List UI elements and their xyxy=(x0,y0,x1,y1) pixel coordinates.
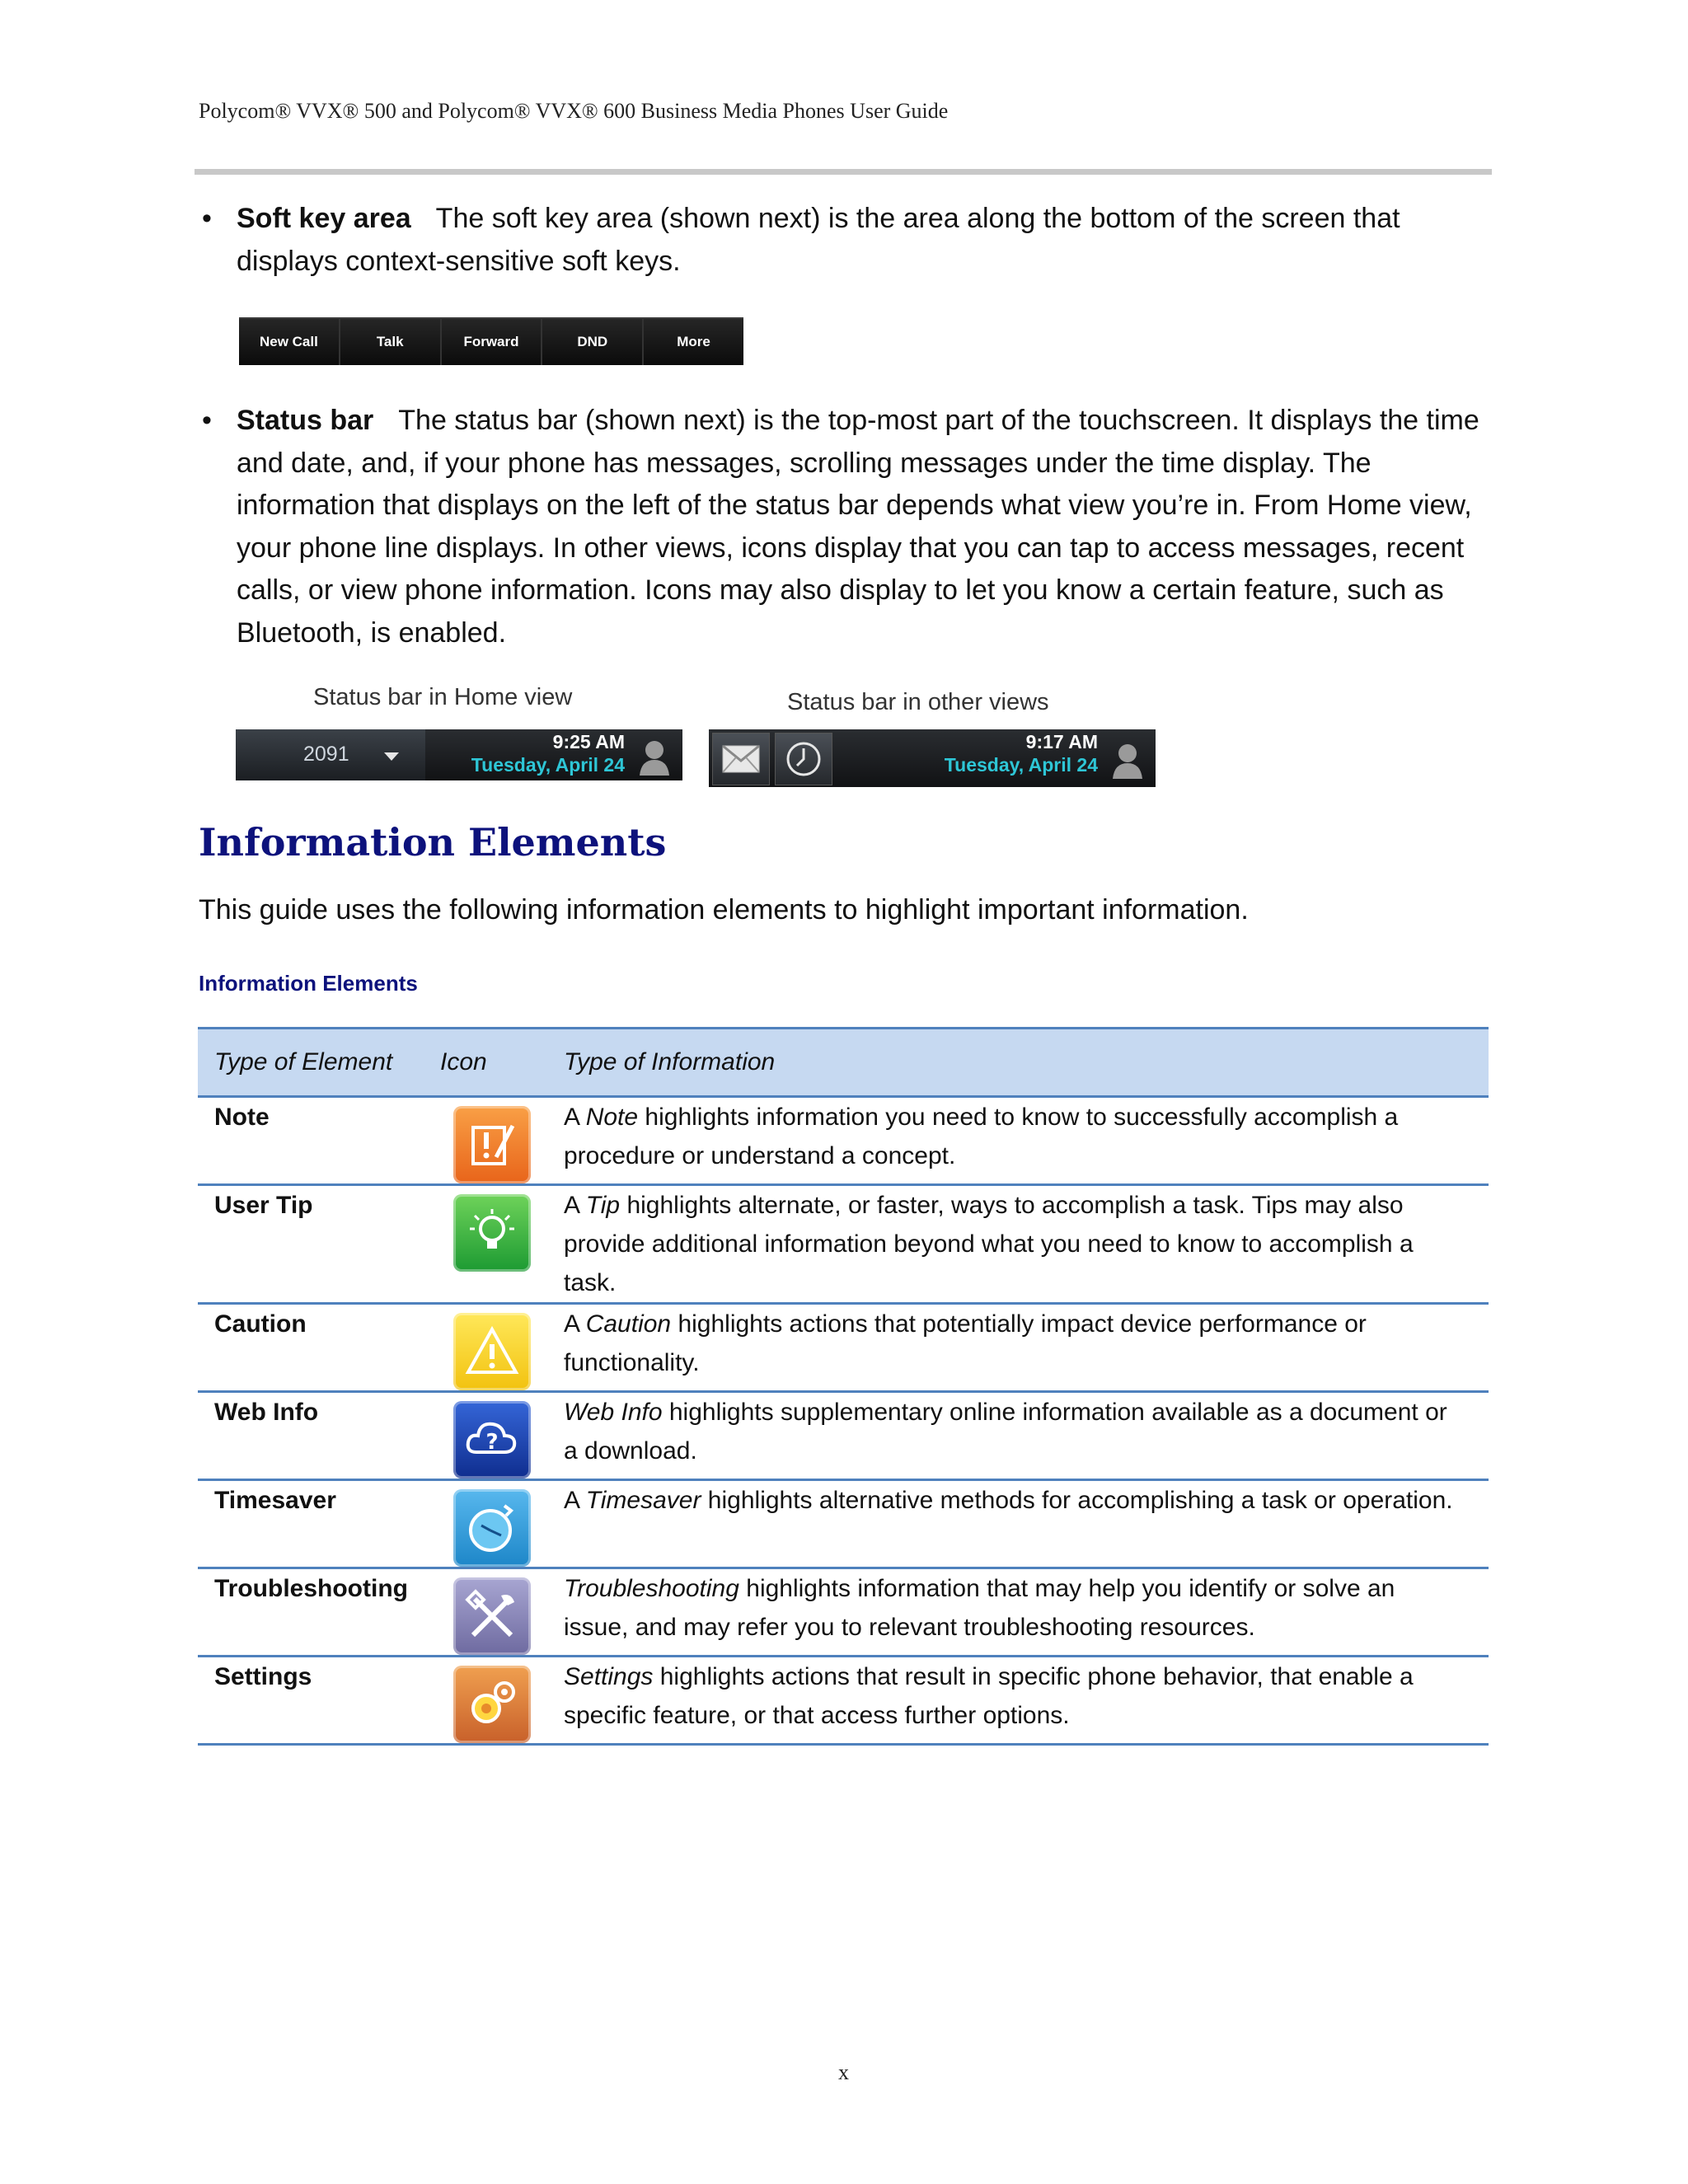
table-caption: Information Elements xyxy=(199,971,418,996)
header-type-of-element: Type of Element xyxy=(198,1029,440,1097)
table-row xyxy=(198,1304,1489,1392)
section-intro: This guide uses the following information elements to highlight important information. xyxy=(199,894,1249,926)
status-date: Tuesday, April 24 xyxy=(471,754,625,776)
element-name: Caution xyxy=(198,1304,440,1392)
table-row xyxy=(198,1097,1489,1185)
warning-icon xyxy=(453,1313,531,1390)
element-description: Web Info highlights supplementary online information available as a document or a download. xyxy=(564,1392,1489,1480)
softkey-forward[interactable]: Forward xyxy=(442,319,543,365)
status-other-caption: Status bar in other views xyxy=(787,689,1049,715)
element-name: Troubleshooting xyxy=(198,1568,440,1657)
element-description: Troubleshooting highlights information that may help you identify or solve an issue, and may refer you to relevant troubleshooting resources. xyxy=(564,1568,1489,1657)
table-row xyxy=(198,1185,1489,1304)
status-bar-other xyxy=(709,729,1156,787)
table-row xyxy=(198,1657,1489,1745)
chevron-down-icon xyxy=(384,752,399,761)
soft-key-area-item xyxy=(202,198,1496,283)
status-time: 9:25 AM xyxy=(552,731,625,752)
running-header: Polycom® VVX® 500 and Polycom® VVX® 600 Business Media Phones User Guide xyxy=(199,99,949,123)
clock-icon xyxy=(785,740,823,778)
element-description: A Tip highlights alternate, or faster, ways to accomplish a task. Tips may also provide additional information beyond what you need to know to accomplish a task. xyxy=(564,1185,1489,1304)
status-time: 9:17 AM xyxy=(1025,731,1098,752)
bullet: • xyxy=(202,405,212,436)
page-number: x xyxy=(838,2060,849,2084)
softkey-talk[interactable]: Talk xyxy=(340,319,442,365)
user-icon[interactable] xyxy=(1111,741,1144,779)
bullet: • xyxy=(202,203,212,234)
element-name: User Tip xyxy=(198,1185,440,1304)
status-date: Tuesday, April 24 xyxy=(944,754,1098,776)
header-rule xyxy=(195,169,1492,175)
envelope-icon xyxy=(721,744,761,774)
table-row xyxy=(198,1392,1489,1480)
recent-calls-button[interactable] xyxy=(775,733,832,785)
status-bar-item xyxy=(202,400,1496,655)
bullet-text xyxy=(237,198,1496,283)
softkey-dnd[interactable]: DND xyxy=(542,319,644,365)
element-description: A Caution highlights actions that potentially impact device performance or functionality. xyxy=(564,1304,1489,1392)
note-icon xyxy=(453,1106,531,1183)
header-type-of-information: Type of Information xyxy=(564,1029,1489,1097)
status-home-caption: Status bar in Home view xyxy=(313,684,573,710)
element-name: Timesaver xyxy=(198,1480,440,1568)
softkey-more[interactable]: More xyxy=(644,319,743,365)
term-soft-key-area: Soft key area xyxy=(237,203,411,234)
element-description: A Timesaver highlights alternative methods for accomplishing a task or operation. xyxy=(564,1480,1489,1568)
tools-icon xyxy=(453,1577,531,1655)
user-icon[interactable] xyxy=(638,738,671,776)
element-description: A Note highlights information you need to know to successfully accomplish a procedure or understand a concept. xyxy=(564,1097,1489,1185)
softkey-new-call[interactable]: New Call xyxy=(239,319,340,365)
cloud-question-icon xyxy=(453,1401,531,1479)
stopwatch-icon xyxy=(453,1489,531,1567)
table-row xyxy=(198,1568,1489,1657)
table-row xyxy=(198,1480,1489,1568)
line-number: 2091 xyxy=(303,743,349,766)
header-icon: Icon xyxy=(440,1029,564,1097)
soft-key-bar xyxy=(239,317,743,365)
bullet-text xyxy=(237,400,1496,655)
element-name: Settings xyxy=(198,1657,440,1745)
section-title: Information Elements xyxy=(199,820,667,865)
svg-text:?: ? xyxy=(485,1430,499,1455)
messages-button[interactable] xyxy=(712,733,770,785)
element-name: Web Info xyxy=(198,1392,440,1480)
status-bar-home xyxy=(236,729,682,780)
element-name: Note xyxy=(198,1097,440,1185)
table-header-row xyxy=(198,1029,1489,1097)
phone-line-selector[interactable] xyxy=(236,729,425,780)
term-status-bar: Status bar xyxy=(237,405,374,436)
element-description: Settings highlights actions that result in specific phone behavior, that enable a specific feature, or that access further options. xyxy=(564,1657,1489,1745)
lightbulb-icon xyxy=(453,1194,531,1272)
information-elements-table xyxy=(198,1027,1489,1746)
status-bar-description: The status bar (shown next) is the top-most part of the touchscreen. It displays the time and date, and, if your phone has messages, scrolling messages under the time display. The information that displays on the left of the status bar depends what view you’re in. From Home view, your phone line displays. In other views, icons display that you can tap to access messages, recent calls, or view phone information. Icons may also display to let you know a certain feature, such as Bluetooth, is enabled. xyxy=(237,405,1479,649)
soft-key-area-description: The soft key area (shown next) is the area along the bottom of the screen that displays context-sensitive soft keys. xyxy=(237,203,1400,277)
gears-icon xyxy=(453,1666,531,1743)
